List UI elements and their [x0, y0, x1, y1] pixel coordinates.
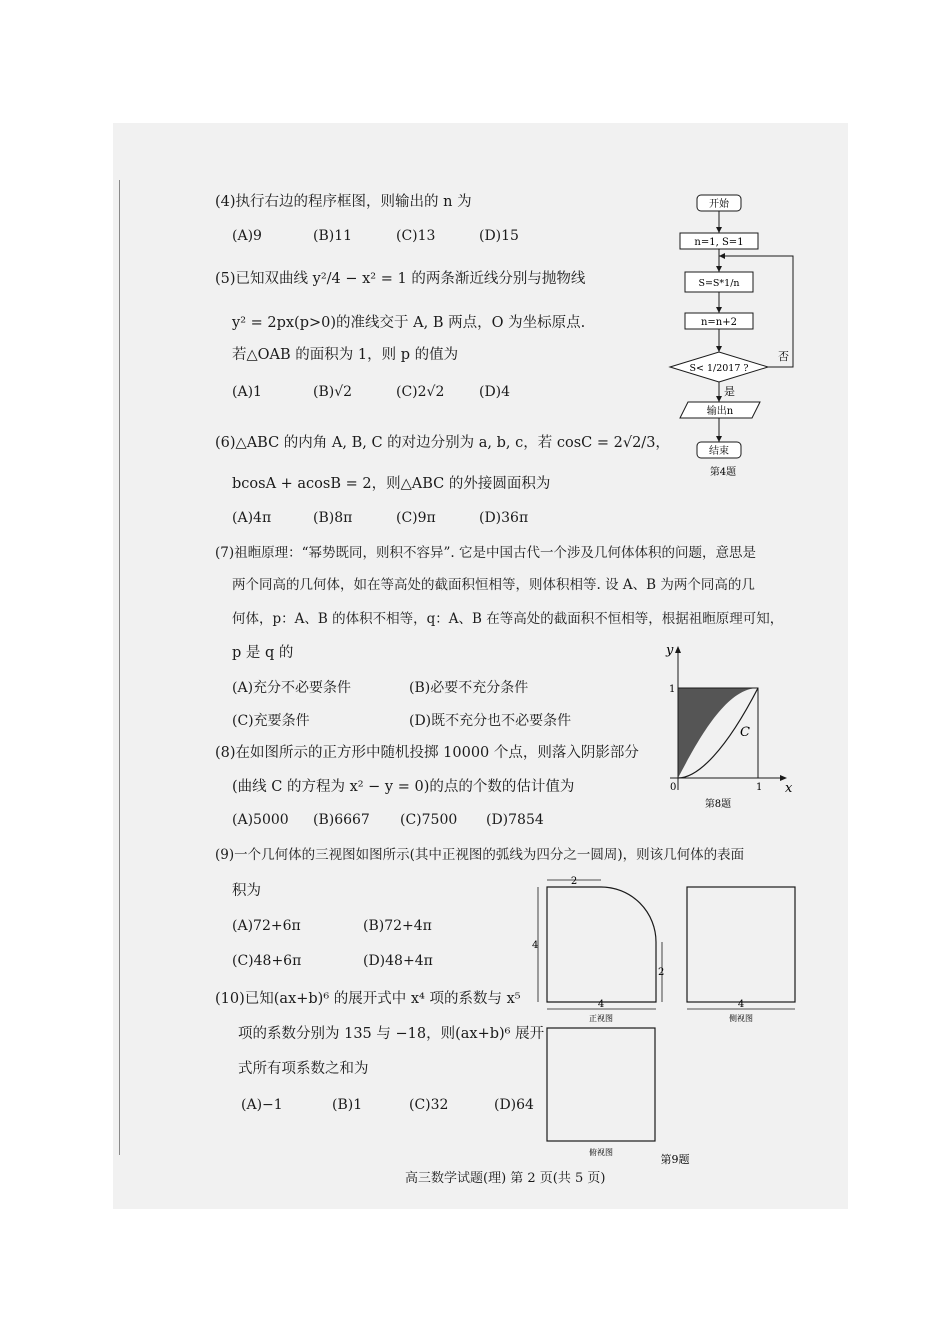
q8-option-a: (A)5000 [232, 812, 289, 828]
q7-option-a: (A)充分不必要条件 [232, 680, 352, 696]
q5-option-a: (A)1 [232, 384, 262, 400]
q4-option-a: (A)9 [232, 228, 262, 244]
q6-option-c: (C)9π [396, 510, 436, 526]
q9-line2: 积为 [232, 883, 261, 899]
q8-line1: (8)在如图所示的正方形中随机投掷 10000 个点，则落入阴影部分 [215, 745, 639, 761]
q9-option-d: (D)48+4π [363, 953, 433, 969]
q8-option-b: (B)6667 [313, 812, 370, 828]
q10-option-b: (B)1 [332, 1097, 363, 1113]
flowchart-figure [660, 190, 805, 490]
fig8-tick-y-1: 1 [669, 684, 676, 695]
fig9-dim-bottom-side: 4 [737, 999, 745, 1010]
flowchart-caption: 第4题 [709, 467, 737, 478]
q10-option-a: (A)−1 [241, 1097, 283, 1113]
fig9-dim-top: 2 [570, 876, 578, 887]
figure-9-three-views [530, 875, 805, 1175]
front-view-outline [547, 887, 656, 1002]
q7-line3: 何体，p：A、B 的体积不相等，q：A、B 在等高处的截面积不恒相等，根据祖暅原理可知， [232, 611, 784, 627]
q5-option-b: (B)√2 [313, 384, 353, 400]
q4-option-c: (C)13 [396, 228, 436, 244]
q6-option-a: (A)4π [232, 510, 272, 526]
flowchart-output-text: 输出n [706, 406, 734, 417]
top-view-label: 俯视图 [589, 1148, 613, 1157]
flowchart-start-text: 开始 [709, 199, 729, 210]
q10-option-d: (D)64 [494, 1097, 534, 1113]
page-footer: 高三数学试题(理) 第 2 页(共 5 页) [405, 1171, 606, 1186]
side-view-outline [687, 887, 795, 1002]
q4-stem: (4)执行右边的程序框图，则输出的 n 为 [215, 194, 472, 210]
q5-line2: y² = 2px(p>0)的准线交于 A, B 两点，O 为坐标原点. [232, 315, 586, 331]
q10-line2: 项的系数分别为 135 与 −18，则(ax+b)⁶ 展开 [238, 1026, 545, 1042]
q7-line4: p 是 q 的 [232, 645, 294, 661]
q5-line3: 若△OAB 的面积为 1，则 p 的值为 [232, 347, 459, 363]
q7-option-b: (B)必要不充分条件 [409, 680, 529, 696]
q8-option-c: (C)7500 [400, 812, 458, 828]
fig8-y-label: y [666, 643, 674, 658]
q7-line2: 两个同高的几何体，如在等高处的截面积恒相等，则体积相等. 设 A、B 为两个同高的几 [232, 577, 755, 593]
fig8-x-label: x [785, 781, 793, 796]
figure-8-graph [660, 640, 805, 815]
q6-line2: bcosA + acosB = 2，则△ABC 的外接圆面积为 [232, 476, 551, 492]
q4-option-b: (B)11 [313, 228, 353, 244]
q10-line3: 式所有项系数之和为 [238, 1061, 369, 1077]
fig9-caption: 第9题 [660, 1153, 690, 1166]
q9-option-c: (C)48+6π [232, 953, 302, 969]
q9-option-a: (A)72+6π [232, 918, 301, 934]
front-view-label: 正视图 [589, 1014, 613, 1023]
flowchart-no-label: 否 [778, 350, 789, 363]
q8-line2: (曲线 C 的方程为 x² − y = 0)的点的个数的估计值为 [232, 779, 575, 795]
q8-option-d: (D)7854 [486, 812, 544, 828]
q6-line1: (6)△ABC 的内角 A, B, C 的对边分别为 a, b, c，若 cosC = 2√2/3， [215, 435, 670, 451]
q9-line1: (9)一个几何体的三视图如图所示(其中正视图的弧线为四分之一圆周)，则该几何体的表面 [215, 847, 745, 863]
fig8-tick-x-1: 1 [756, 782, 763, 793]
q5-line1: (5)已知双曲线 y²/4 − x² = 1 的两条渐近线分别与抛物线 [215, 271, 586, 287]
q6-option-b: (B)8π [313, 510, 353, 526]
flowchart-condition-text: S< 1/2017 ? [689, 363, 749, 374]
fig8-caption: 第8题 [704, 799, 732, 810]
q7-option-c: (C)充要条件 [232, 713, 310, 729]
q6-option-d: (D)36π [479, 510, 529, 526]
fig9-dim-right: 2 [658, 967, 665, 978]
page-margin-rule [119, 180, 120, 1155]
fig8-origin: 0 [670, 782, 677, 793]
flowchart-update-s-text: S=S*1/n [698, 278, 740, 289]
flowchart-update-n-text: n=n+2 [700, 317, 738, 328]
flowchart-end-text: 结束 [709, 446, 729, 457]
q10-option-c: (C)32 [409, 1097, 449, 1113]
q10-line1: (10)已知(ax+b)⁶ 的展开式中 x⁴ 项的系数与 x⁵ [215, 991, 521, 1007]
flowchart-yes-label: 是 [724, 385, 735, 398]
q5-option-d: (D)4 [479, 384, 511, 400]
q4-option-d: (D)15 [479, 228, 519, 244]
q5-option-c: (C)2√2 [396, 384, 445, 400]
top-view-outline [547, 1028, 655, 1141]
fig9-dim-bottom-front: 4 [597, 999, 605, 1010]
fig8-curve-label: C [740, 725, 750, 740]
q7-option-d: (D)既不充分也不必要条件 [409, 713, 572, 729]
flowchart-init-text: n=1, S=1 [694, 237, 744, 248]
side-view-label: 侧视图 [729, 1014, 753, 1023]
q9-option-b: (B)72+4π [363, 918, 432, 934]
fig9-dim-left: 4 [532, 940, 539, 951]
q7-line1: (7)祖暅原理：“幂势既同，则积不容异”. 它是中国古代一个涉及几何体体积的问题，意思是 [215, 545, 757, 561]
